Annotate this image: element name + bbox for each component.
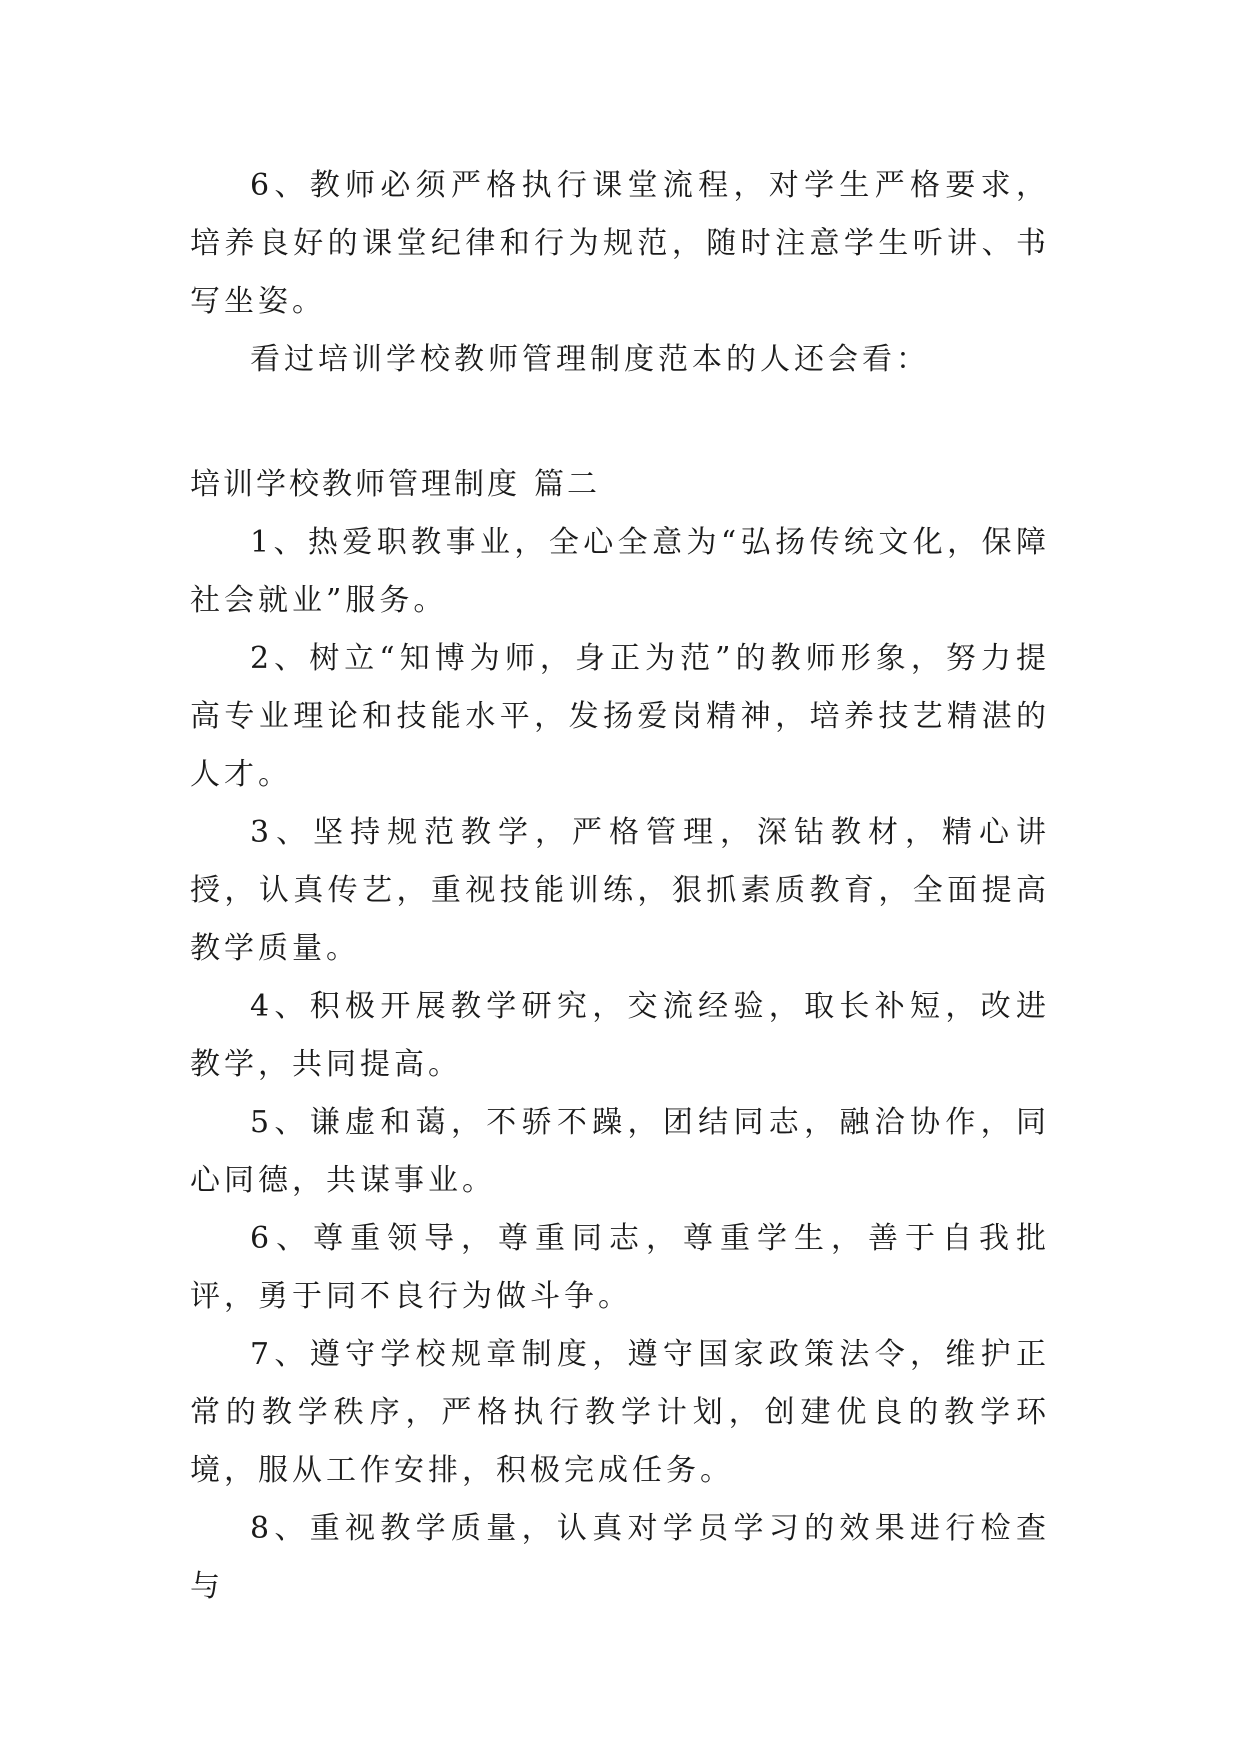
also-read-line: 看过培训学校教师管理制度范本的人还会看：: [250, 342, 930, 377]
list-item: 6、尊重领导，尊重同志，尊重学生，善于自我批评，勇于同不良行为做斗争。: [190, 1221, 1050, 1314]
list-item: 2、树立“知博为师，身正为范”的教师形象，努力提高专业理论和技能水平，发扬爱岗精神，培养技艺精湛的人才。: [190, 641, 1050, 792]
document-body: [190, 157, 1050, 1616]
list-item: 7、遵守学校规章制度，遵守国家政策法令，维护正常的教学秩序，严格执行教学计划，创建优良的教学环境，服从工作安排，积极完成任务。: [190, 1337, 1050, 1488]
paragraph-item-6-classroom: 6、教师必须严格执行课堂流程，对学生严格要求，培养良好的课堂纪律和行为规范，随时注意学生听讲、书写坐姿。: [190, 168, 1050, 319]
section-heading: [190, 456, 1050, 514]
section-subtitle: 篇二: [534, 467, 600, 502]
list-item: 4、积极开展教学研究，交流经验，取长补短，改进教学，共同提高。: [190, 989, 1050, 1082]
section-title: 培训学校教师管理制度: [190, 467, 520, 502]
list-item: 3、坚持规范教学，严格管理，深钻教材，精心讲授，认真传艺，重视技能训练，狠抓素质教育，全面提高教学质量。: [190, 815, 1050, 966]
list-item: 1、热爱职教事业，全心全意为“弘扬传统文化，保障社会就业”服务。: [190, 525, 1050, 618]
list-item: 5、谦虚和蔼，不骄不躁，团结同志，融洽协作，同心同德，共谋事业。: [190, 1105, 1050, 1198]
list-item: 8、重视教学质量，认真对学员学习的效果进行检查与: [190, 1511, 1050, 1604]
